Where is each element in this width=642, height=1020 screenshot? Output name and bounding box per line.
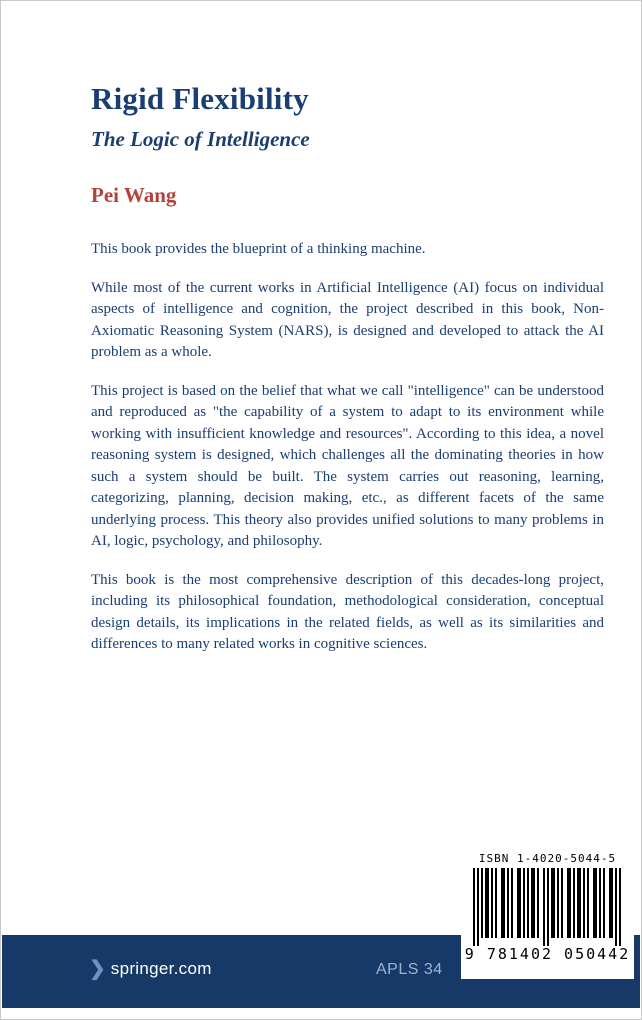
blurb-text: [91, 239, 604, 673]
blurb-paragraph-1: This book provides the blueprint of a thinking machine.: [91, 241, 426, 257]
springer-logo: [89, 959, 212, 979]
isbn-label: ISBN 1-4020-5044-5: [478, 852, 617, 865]
barcode: [473, 868, 623, 946]
springer-brand-text: springer.com: [110, 959, 212, 978]
chevron-icon: ❯: [89, 958, 106, 980]
book-author: Pei Wang: [91, 183, 177, 207]
blurb-paragraph-3: This project is based on the belief that what we call "intelligence" can be understood and reproduced as "the capability of a system to adapt to its environment while working with insufficient knowledge and resources". According to this idea, a novel reasoning system is designed, which challenges all the dominating theories in how such a system should be built. The system carries out reasoning, learning, categorizing, planning, decision making, etc., as different facets of the same underlying process. This theory also provides unified solutions to many problems in AI, logic, psychology, and philosophy.: [91, 382, 604, 549]
blurb-paragraph-4: This book is the most comprehensive description of this decades-long project, including its philosophical foundation, methodological consideration, conceptual design details, its implications in the related fields, as well as its similarities and differences to many related works in cognitive sciences.: [91, 571, 604, 652]
barcode-digits: 9 781402 050442: [464, 945, 631, 963]
series-code: APLS 34: [376, 961, 443, 978]
barcode-area: [461, 846, 634, 979]
blurb-paragraph-2: While most of the current works in Artificial Intelligence (AI) focus on individual aspects of intelligence and cognition, the project described in this book, Non-Axiomatic Reasoning System (NARS), is designed and developed to attack the AI problem as a whole.: [91, 279, 604, 360]
book-subtitle: The Logic of Intelligence: [91, 127, 310, 151]
book-title: Rigid Flexibility: [91, 81, 309, 116]
